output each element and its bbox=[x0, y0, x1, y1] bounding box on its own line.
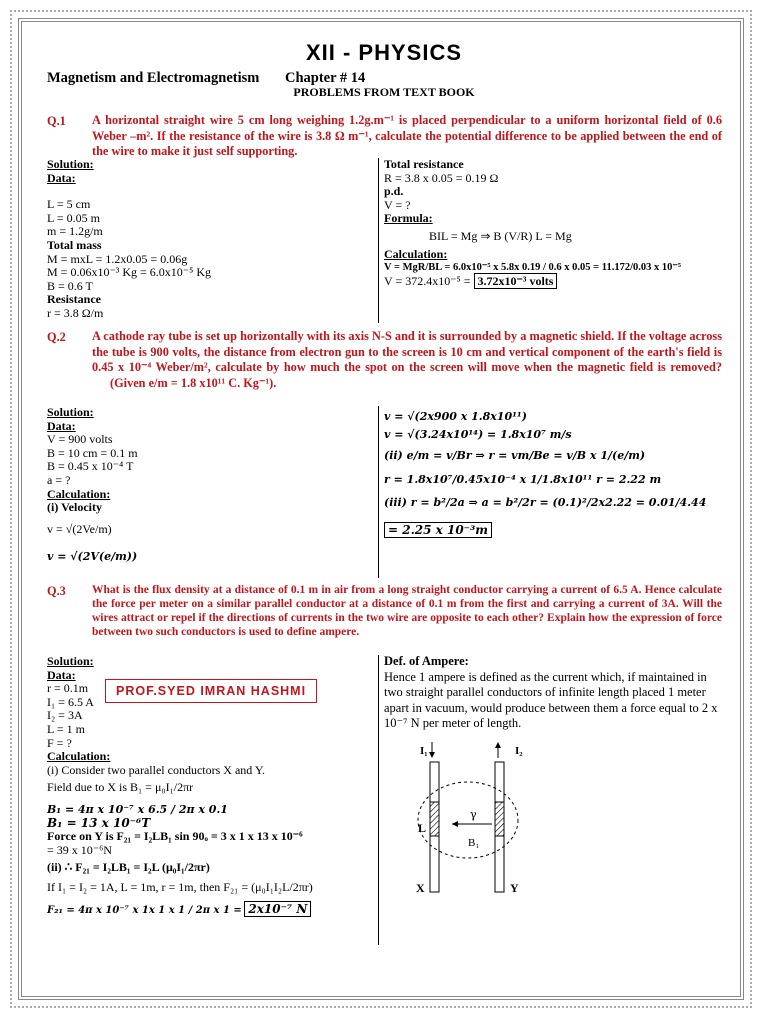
q2-velocity-formula-2: v = √(2V(e/m)) bbox=[47, 550, 138, 564]
page-title: XII - PHYSICS bbox=[305, 40, 463, 65]
q1-text: A horizontal straight wire 5 cm long weighing 1.2g.m⁻¹ is placed perpendicular to a uniform horizontal field of 0.6 Weber –m². If the resistance of the wire is 3.8 Ω m⁻¹, calculate the potential difference to be applied between the end of the wire to make it just self supporting. bbox=[92, 113, 722, 158]
q2-number: Q.2 bbox=[47, 330, 66, 344]
force-arrowhead bbox=[452, 821, 458, 827]
q1-mass-kg: M = 0.06x10⁻³ Kg = 6.0x10⁻⁵ Kg bbox=[47, 265, 211, 280]
q1-mass-per-length: m = 1.2g/m bbox=[47, 224, 103, 239]
q3-unit-condition: If I₁ = I₂ = 1A, L = 1m, r = 1m, then F₂₁ = (μ₀I₁I₂L/2πr) bbox=[47, 879, 313, 894]
q1-solution-label: Solution: bbox=[47, 157, 94, 171]
q1-total-resistance-label: Total resistance bbox=[384, 157, 464, 171]
label-y: Y bbox=[510, 881, 519, 895]
current-arrowhead-i2 bbox=[495, 742, 501, 748]
q2-radius-formula: (ii) e/m = v/Br ⇒ r = vm/Be = v/B x 1/(e/m) bbox=[384, 449, 646, 463]
q2-distance: B = 10 cm = 0.1 m bbox=[47, 445, 138, 460]
q1-result-line bbox=[384, 275, 724, 289]
chapter: Chapter # 14 bbox=[285, 70, 366, 86]
q3-text: What is the flux density at a distance of 0.1 m in air from a long straight conductor carrying a current of 6.5 A. Hence calculate the force per meter on a similar parallel conductor at a distance of 0.1 m from the first and carrying a current of 3A. Will the wires attract or repel if the directions of currents in the two wire are opposite to each other? Explain how the expression of force between two such conductors is used to define ampere. bbox=[92, 584, 722, 638]
q1-pd: V = ? bbox=[384, 197, 411, 212]
q1-field: B = 0.6 T bbox=[47, 278, 93, 293]
q3-field-formula: Field due to X is B₁ = μ₀I₁/2πr bbox=[47, 780, 194, 795]
q1-total-resistance: R = 3.8 x 0.05 = 0.19 Ω bbox=[384, 170, 499, 185]
current-arrowhead-i1 bbox=[429, 752, 435, 758]
q1-divider bbox=[378, 158, 379, 323]
q1-mass-calc: M = mxL = 1.2x0.05 = 0.06g bbox=[47, 251, 188, 266]
q2-data-label: Data: bbox=[47, 418, 76, 433]
label-b1: B₁ bbox=[468, 837, 480, 849]
q2-voltage: V = 900 volts bbox=[47, 432, 113, 447]
q1-calc: V = MgR/BL = 6.0x10⁻⁵ x 5.8x 0.19 / 0.6 x 0.05 = 11.172/0.03 x 10⁻⁵ bbox=[384, 262, 682, 274]
author-box: PROF.SYED IMRAN HASHMI bbox=[105, 679, 317, 703]
q1-formula: BIL = Mg ⇒ B (V/R) L = Mg bbox=[429, 228, 572, 243]
label-i2: I₂ bbox=[515, 745, 523, 757]
q1-spacer bbox=[47, 185, 367, 198]
q2-calculation-label: Calculation: bbox=[47, 486, 111, 501]
q2-result-line bbox=[384, 524, 724, 538]
q3-field-result: B₁ = 13 x 10⁻⁶T bbox=[47, 815, 151, 830]
q3-force-unknown: F = ? bbox=[47, 735, 72, 750]
q2-question: A cathode ray tube is set up horizontally with its axis N-S and it is surrounded by a magnetic shield. If the voltage across the tube is 900 volts, the distance from electron gun to the screen is 10 cm and vertical component of the earth's field is 0.45 x 10⁻⁴ Weber/m², calculate by how much the spot on the screen will move when the magnetic field is removed? bbox=[92, 329, 722, 374]
q2-left-column bbox=[47, 406, 367, 564]
q1-number: Q.1 bbox=[47, 114, 66, 128]
q3-force-calc: F₂₁ = 4π x 10⁻⁷ x 1x 1 x 1 / 2π x 1 = bbox=[47, 904, 242, 916]
q1-pd-label: p.d. bbox=[384, 184, 404, 199]
ampere-definition bbox=[384, 654, 724, 732]
q1-l-m: L = 0.05 m bbox=[47, 210, 100, 225]
q2-right-column bbox=[384, 410, 724, 538]
parallel-conductors-diagram bbox=[400, 740, 550, 900]
q2-velocity-label: (i) Velocity bbox=[47, 500, 102, 515]
topic: Magnetism and Electromagnetism bbox=[47, 70, 260, 86]
q1-resistance: r = 3.8 Ω/m bbox=[47, 305, 104, 320]
q3-distance: r = 0.1m bbox=[47, 681, 89, 696]
q2-divider bbox=[378, 406, 379, 578]
q2-deflection-formula: (iii) r = b²/2a ⇒ a = b²/2r = (0.1)²/2x2.22 = 0.01/4.44 bbox=[384, 496, 707, 510]
q1-data-label: Data: bbox=[47, 170, 76, 185]
q3-data-label: Data: bbox=[47, 667, 76, 682]
q2-field: B = 0.45 x 10⁻⁴ T bbox=[47, 459, 134, 474]
q3-current-1: I₁ = 6.5 A bbox=[47, 694, 94, 709]
q2-given: (Given e/m = 1.8 x10¹¹ C. Kg⁻¹). bbox=[110, 375, 277, 390]
label-gamma: γ bbox=[470, 808, 477, 821]
q3-step-2: (ii) ∴ F₂₁ = I₂LB₁ = I₂L (μ₀I₁/2πr) bbox=[47, 860, 210, 875]
q2-text bbox=[92, 329, 722, 391]
q2-v-calc-1: v = √(2x900 x 1.8x10¹¹) bbox=[384, 410, 527, 423]
q1-calculation-label: Calculation: bbox=[384, 246, 448, 261]
label-length: L bbox=[418, 821, 427, 835]
q2-unknown: a = ? bbox=[47, 472, 71, 487]
q3-number: Q.3 bbox=[47, 584, 66, 598]
q2-radius-calc: r = 1.8x10⁷/0.45x10⁻⁴ x 1/1.8x10¹¹ r = 2.22 m bbox=[384, 472, 662, 486]
q3-calculation-label: Calculation: bbox=[47, 749, 111, 764]
segment-y-hatch bbox=[495, 802, 504, 836]
q3-force-calc-line bbox=[47, 903, 372, 918]
q2-result: = 2.25 x 10⁻³m bbox=[384, 522, 492, 538]
ampere-def-title: Def. of Ampere: bbox=[384, 654, 469, 668]
q1-l-cm: L = 5 cm bbox=[47, 197, 91, 212]
q1-result: 3.72x10⁻³ volts bbox=[474, 273, 558, 289]
q1-total-mass-label: Total mass bbox=[47, 237, 102, 252]
segment-x-hatch bbox=[430, 802, 439, 836]
q1-resistance-label: Resistance bbox=[47, 292, 101, 307]
q3-step-1: (i) Consider two parallel conductors X and Y. bbox=[47, 762, 265, 777]
q2-solution-label: Solution: bbox=[47, 405, 94, 419]
q1-right-column bbox=[384, 158, 724, 288]
ampere-def-text: Hence 1 ampere is defined as the current which, if maintained in two straight parallel conductors of infinite length placed 1 meter apart in vacuum, would produce between them a force equal to 2 x 10⁻⁷ N per meter of length. bbox=[384, 669, 718, 730]
q3-force-result: 2x10⁻⁷ N bbox=[244, 901, 311, 917]
label-i1: I₁ bbox=[420, 745, 428, 757]
q2-velocity-formula-1: v = √(2Ve/m) bbox=[47, 521, 112, 536]
q1-formula-label: Formula: bbox=[384, 211, 433, 226]
q3-solution-label: Solution: bbox=[47, 654, 94, 668]
q3-force-y: Force on Y is F₂₁ = I₂LB₁ sin 90ₒ = 3 x 1 x 13 x 10⁻⁶ bbox=[47, 829, 303, 844]
q3-field-calc: B₁ = 4π x 10⁻⁷ x 6.5 / 2π x 0.1 bbox=[47, 802, 228, 816]
page-subtitle: PROBLEMS FROM TEXT BOOK bbox=[293, 85, 475, 99]
q1-left-column bbox=[47, 158, 367, 321]
q1-result-prefix: V = 372.4x10⁻⁵ = bbox=[384, 273, 471, 288]
q3-divider bbox=[378, 655, 379, 945]
q3-length: L = 1 m bbox=[47, 721, 85, 736]
q3-current-2: I₂ = 3A bbox=[47, 708, 83, 723]
q2-v-calc-2: v = √(3.24x10¹⁴) = 1.8x10⁷ m/s bbox=[384, 427, 572, 441]
q3-force-y-result: = 39 x 10⁻⁶N bbox=[47, 842, 112, 857]
label-x: X bbox=[416, 881, 425, 895]
